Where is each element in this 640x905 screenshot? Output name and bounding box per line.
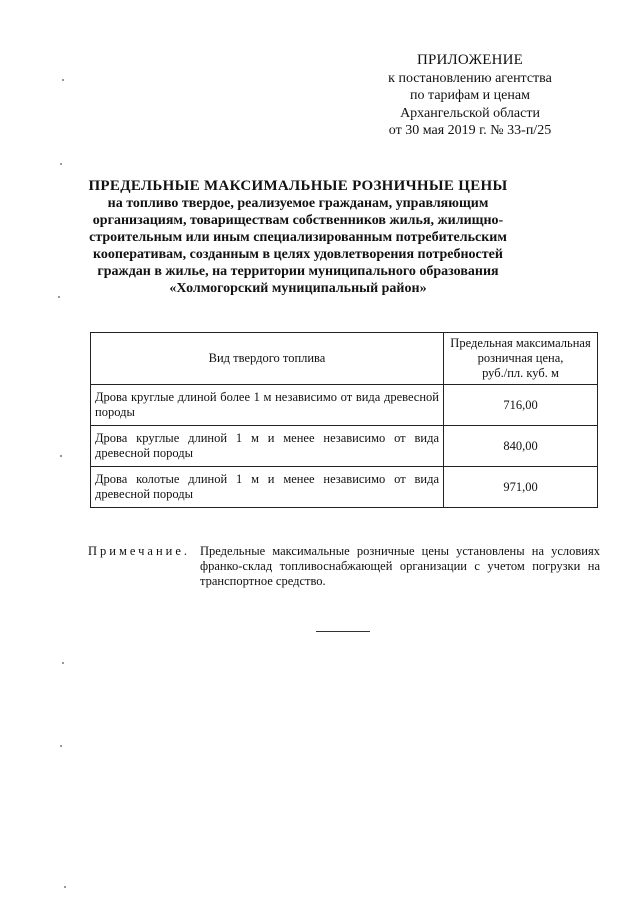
table-row — [91, 385, 598, 426]
price-header-line: Предельная максимальная — [450, 336, 591, 350]
appendix-line: от 30 мая 2019 г. № 33-п/25 — [388, 123, 552, 138]
price-cell: 840,00 — [444, 426, 598, 467]
margin-mark — [62, 662, 64, 664]
appendix-block — [360, 52, 580, 140]
price-header-line: розничная цена, — [477, 351, 564, 365]
price-table — [90, 332, 598, 508]
column-header-price — [444, 333, 598, 385]
heading-line: на топливо твердое, реализуемое гражданам, управляющим — [107, 196, 489, 211]
heading-line: строительным или иным специализированным потребительским — [89, 230, 507, 245]
appendix-line: по тарифам и ценам — [410, 88, 530, 103]
heading-line: граждан в жилье, на территории муниципального образования — [97, 264, 499, 279]
document-heading — [88, 178, 508, 297]
price-cell: 716,00 — [444, 385, 598, 426]
heading-line: кооперативам, созданным в целях удовлетворения потребностей — [93, 247, 503, 262]
table-row — [91, 467, 598, 508]
fuel-type-cell: Дрова круглые длиной 1 м и менее независимо от вида древесной породы — [91, 426, 444, 467]
price-cell: 971,00 — [444, 467, 598, 508]
table-header-row — [91, 333, 598, 385]
margin-mark — [58, 296, 60, 298]
fuel-type-cell: Дрова колотые длиной 1 м и менее независимо от вида древесной породы — [91, 467, 444, 508]
closing-divider — [316, 631, 370, 632]
column-header-fuel-type: Вид твердого топлива — [91, 333, 444, 385]
note-label: Примечание. — [88, 544, 191, 558]
margin-mark — [64, 886, 66, 888]
margin-mark — [60, 455, 62, 457]
fuel-type-cell: Дрова круглые длиной более 1 м независимо от вида древесной породы — [91, 385, 444, 426]
heading-title: ПРЕДЕЛЬНЫЕ МАКСИМАЛЬНЫЕ РОЗНИЧНЫЕ ЦЕНЫ — [88, 178, 508, 194]
margin-mark — [62, 79, 64, 81]
appendix-line: к постановлению агентства — [388, 70, 552, 86]
price-header-line: руб./пл. куб. м — [482, 366, 559, 380]
margin-mark — [60, 163, 62, 165]
appendix-line: Архангельской области — [400, 105, 540, 121]
heading-line: «Холмогорский муниципальный район» — [169, 281, 427, 296]
heading-line: организациям, товариществам собственников жилья, жилищно- — [92, 213, 504, 228]
margin-mark — [60, 745, 62, 747]
appendix-title: ПРИЛОЖЕНИЕ — [416, 52, 524, 68]
table-row — [91, 426, 598, 467]
note-text: Предельные максимальные розничные цены установлены на условиях франко-склад топливоснабжающей организации с учетом погрузки на транспортное средство. — [200, 544, 600, 588]
